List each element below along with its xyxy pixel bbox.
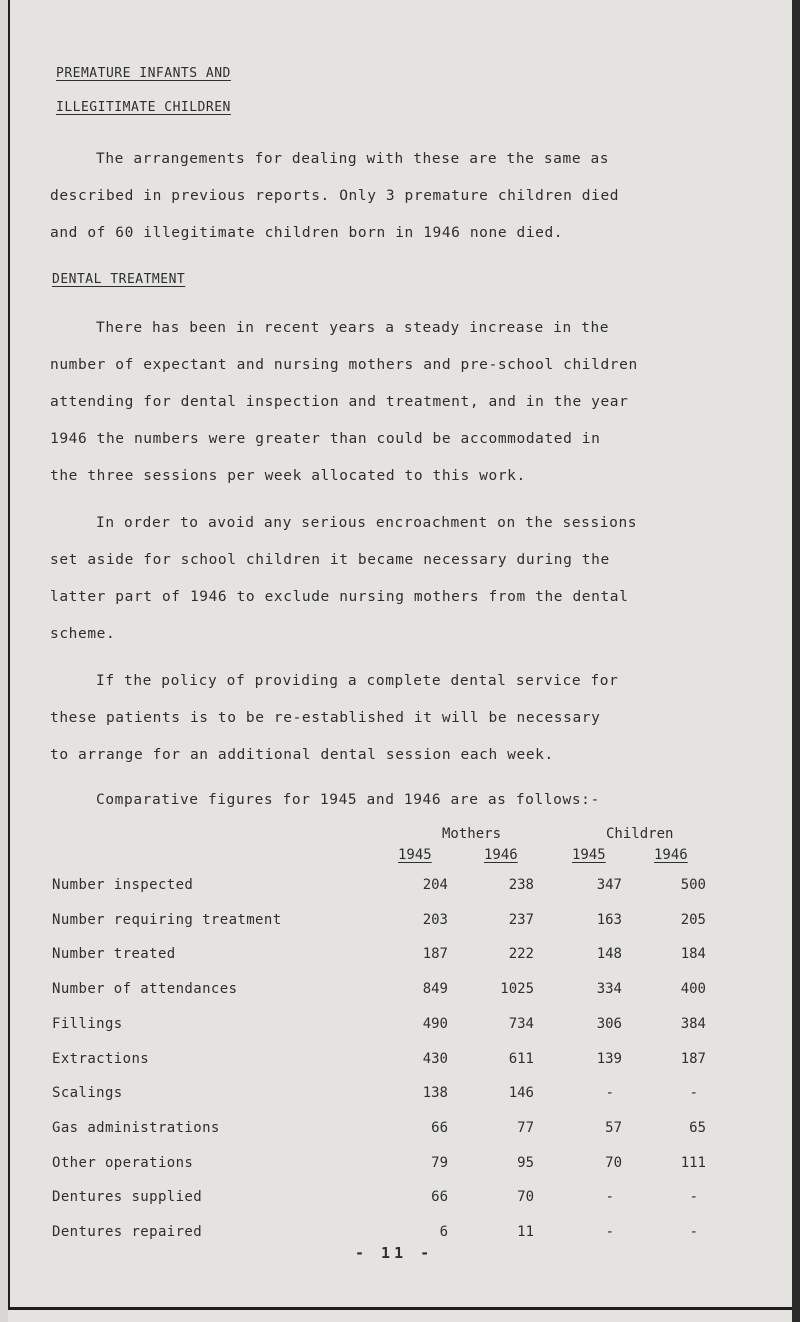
table-intro: Comparative figures for 1945 and 1946 are as follows:- <box>96 792 600 808</box>
table-cell: 430 <box>422 1051 448 1067</box>
table-cell: 205 <box>680 912 706 928</box>
table-cell: 306 <box>596 1016 622 1032</box>
table-cell: 334 <box>596 981 622 997</box>
table-cell: 849 <box>422 981 448 997</box>
table-cell: 237 <box>508 912 534 928</box>
column-year: 1945 <box>572 847 606 863</box>
paragraph-line: If the policy of providing a complete dental service for <box>96 673 619 689</box>
table-cell: - <box>605 1085 614 1101</box>
table-cell: 95 <box>517 1155 534 1171</box>
table-cell: 184 <box>680 946 706 962</box>
page-number: - 11 - <box>355 1244 434 1262</box>
table-cell: 139 <box>596 1051 622 1067</box>
table-cell: 148 <box>596 946 622 962</box>
table-row-label: Scalings <box>52 1085 123 1101</box>
paragraph-line: the three sessions per week allocated to this work. <box>50 468 526 484</box>
table-row-label: Dentures supplied <box>52 1189 203 1205</box>
heading-illegitimate-children: ILLEGITIMATE CHILDREN <box>56 100 231 115</box>
column-year: 1946 <box>484 847 518 863</box>
column-year: 1946 <box>654 847 688 863</box>
table-cell: 79 <box>431 1155 448 1171</box>
paragraph-line: There has been in recent years a steady increase in the <box>96 320 610 336</box>
table-cell: 611 <box>508 1051 534 1067</box>
table-row-label: Other operations <box>52 1155 194 1171</box>
table-cell: 11 <box>517 1224 534 1240</box>
table-row-label: Number of attendances <box>52 981 238 997</box>
heading-dental-treatment: DENTAL TREATMENT <box>52 272 186 287</box>
table-cell: 500 <box>680 877 706 893</box>
table-cell: 187 <box>680 1051 706 1067</box>
table-row-label: Number inspected <box>52 877 194 893</box>
paragraph-line: set aside for school children it became necessary during the <box>50 552 610 568</box>
table-cell: 490 <box>422 1016 448 1032</box>
table-row-label: Number treated <box>52 946 176 962</box>
table-cell: 57 <box>605 1120 622 1136</box>
heading-premature-infants: PREMATURE INFANTS AND <box>56 66 231 81</box>
table-row-label: Extractions <box>52 1051 150 1067</box>
paragraph-line: to arrange for an additional dental session each week. <box>50 747 554 763</box>
table-cell: - <box>605 1189 614 1205</box>
paragraph-line: and of 60 illegitimate children born in 1946 none died. <box>50 225 564 241</box>
table-row-label: Gas administrations <box>52 1120 220 1136</box>
paragraph-line: scheme. <box>50 626 116 642</box>
paragraph-line: number of expectant and nursing mothers and pre-school children <box>50 357 638 373</box>
paragraph-line: The arrangements for dealing with these are the same as <box>96 151 610 167</box>
scan-left-margin <box>0 0 8 1322</box>
table-cell: 347 <box>596 877 622 893</box>
table-cell: 1025 <box>500 981 534 997</box>
column-group-mothers: Mothers <box>442 826 502 842</box>
table-row-label: Dentures repaired <box>52 1224 203 1240</box>
table-cell: 222 <box>508 946 534 962</box>
table-cell: 400 <box>680 981 706 997</box>
table-cell: - <box>605 1224 614 1240</box>
document-page <box>8 0 792 1310</box>
table-cell: 238 <box>508 877 534 893</box>
table-cell: 66 <box>431 1189 448 1205</box>
table-cell: 70 <box>605 1155 622 1171</box>
table-row-label: Number requiring treatment <box>52 912 282 928</box>
table-cell: 384 <box>680 1016 706 1032</box>
table-cell: - <box>689 1224 698 1240</box>
column-group-children: Children <box>606 826 674 842</box>
table-cell: 187 <box>422 946 448 962</box>
table-cell: 138 <box>422 1085 448 1101</box>
paragraph-line: 1946 the numbers were greater than could be accommodated in <box>50 431 601 447</box>
paragraph-line: described in previous reports. Only 3 premature children died <box>50 188 620 204</box>
table-cell: 203 <box>422 912 448 928</box>
table-cell: 146 <box>508 1085 534 1101</box>
paragraph-line: In order to avoid any serious encroachment on the sessions <box>96 515 638 531</box>
table-cell: 111 <box>680 1155 706 1171</box>
table-cell: - <box>689 1189 698 1205</box>
table-cell: 163 <box>596 912 622 928</box>
table-cell: 77 <box>517 1120 534 1136</box>
paragraph-line: these patients is to be re-established it will be necessary <box>50 710 601 726</box>
paragraph-line: latter part of 1946 to exclude nursing mothers from the dental <box>50 589 629 605</box>
table-cell: 734 <box>508 1016 534 1032</box>
table-cell: 70 <box>517 1189 534 1205</box>
table-cell: 6 <box>439 1224 448 1240</box>
table-row-label: Fillings <box>52 1016 123 1032</box>
scan-right-border <box>792 0 800 1322</box>
table-cell: - <box>689 1085 698 1101</box>
table-cell: 204 <box>422 877 448 893</box>
table-cell: 65 <box>689 1120 706 1136</box>
table-cell: 66 <box>431 1120 448 1136</box>
paragraph-line: attending for dental inspection and treatment, and in the year <box>50 394 629 410</box>
column-year: 1945 <box>398 847 432 863</box>
